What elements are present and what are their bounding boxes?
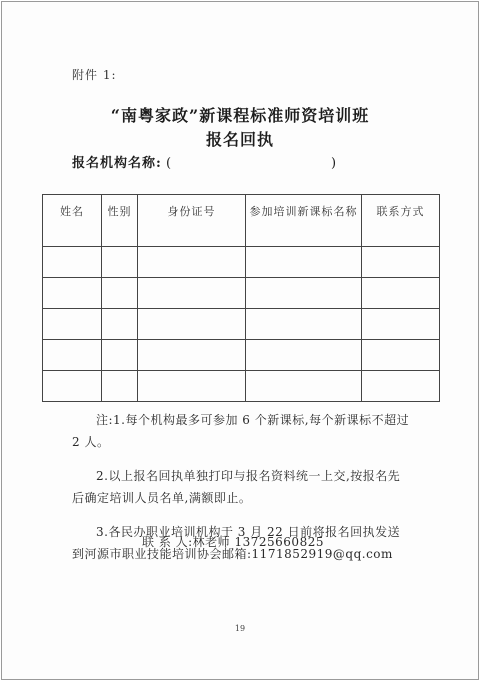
table-header-row (43, 195, 440, 247)
table-cell (102, 340, 138, 371)
table-cell (246, 278, 362, 309)
header-gender: 性别 (102, 195, 138, 247)
table-row (43, 340, 440, 371)
org-name-row (72, 152, 336, 171)
note-item-3: 3.各民办职业培训机构于 3 月 22 日前将报名回执发送到河源市职业技能培训协会邮箱:1171852919@qq.com (72, 525, 401, 561)
table-cell (362, 278, 440, 309)
table-cell (43, 309, 102, 340)
table-cell (362, 247, 440, 278)
note-1-text: 1.每个机构最多可参加 6 个新课标,每个新课标不超过 2 人。 (72, 413, 410, 449)
table-cell (43, 278, 102, 309)
table-row (43, 278, 440, 309)
table-cell (138, 340, 246, 371)
note-item-1 (72, 409, 412, 453)
table-cell (102, 309, 138, 340)
table-row (43, 247, 440, 278)
header-course-name: 参加培训新课标名称 (246, 195, 362, 247)
table-cell (362, 309, 440, 340)
table-cell (43, 340, 102, 371)
document-title: “南粤家政”新课程标准师资培训班 (110, 106, 370, 125)
org-name-close-paren: ) (331, 156, 337, 171)
document-subtitle: 报名回执 (205, 130, 274, 149)
org-name-label: 报名机构名称: (72, 156, 162, 171)
header-id-number: 身份证号 (138, 195, 246, 247)
table-cell (102, 247, 138, 278)
table-cell (362, 340, 440, 371)
table-cell (102, 278, 138, 309)
table-cell (246, 340, 362, 371)
table-row (43, 309, 440, 340)
table-cell (138, 278, 246, 309)
notes-prefix: 注: (96, 413, 114, 427)
contact-person-line: 联 系 人:林老师 13725660825 (142, 535, 324, 549)
header-contact: 联系方式 (362, 195, 440, 247)
table-cell (138, 309, 246, 340)
note-item-2: 2.以上报名回执单独打印与报名资料统一上交,按报名先后确定培训人员名单,满额即止。 (72, 469, 401, 505)
attachment-label: 附件 1: (72, 68, 117, 82)
org-name-open-paren: ( (165, 156, 172, 171)
notes-section (72, 397, 412, 577)
table-cell (43, 247, 102, 278)
header-name: 姓名 (43, 195, 102, 247)
page-number: 19 (234, 624, 246, 633)
table-cell (138, 247, 246, 278)
registration-table (42, 194, 440, 402)
table-cell (246, 247, 362, 278)
table-cell (246, 309, 362, 340)
